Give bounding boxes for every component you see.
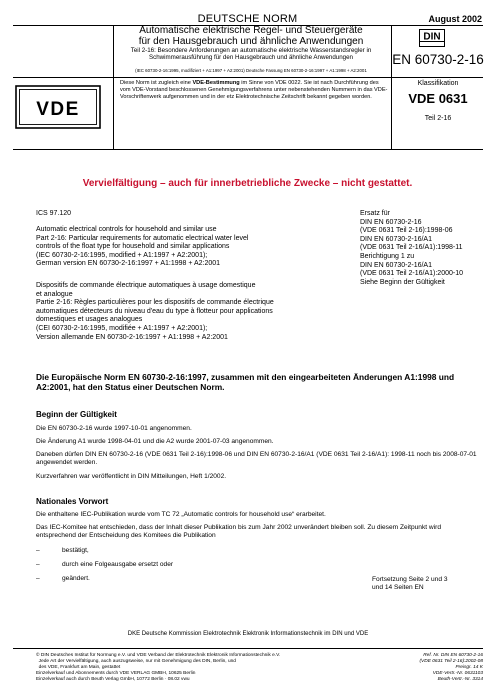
foreword-list-item: – geändert. — [36, 575, 90, 582]
svg-text:DIN: DIN — [423, 31, 441, 43]
replacement-list: Ersatz für DIN EN 60730-2-16 (VDE 0631 Teil 2-16):1998-06 DIN EN 60730-2-16/A1 (VDE 0631 Teil 2-16/A1):1998-11 Berichtigung 1 zu DIN EN 60730-2-16/A1 (VDE 0631 Teil 2-16/A1):2000-10 Siehe Beginn der Gültigkeit — [360, 210, 463, 286]
foreword-p2: Das IEC-Komitee hat entschieden, dass der Inhalt dieser Publikation bis zum Jahr 2002 unverändert bleiben soll. Zu diesem Zeitpunkt wird entsprechend der Entscheidung des Komitees die Publikation — [36, 524, 441, 540]
foreword-heading: Nationales Vorwort — [36, 497, 109, 506]
validity-heading: Beginn der Gültigkeit — [36, 410, 117, 419]
vde-logo — [15, 85, 101, 129]
copy-restriction-warning: Vervielfältigung – auch für innerbetriebliche Zwecke – nicht gestattet. — [82, 178, 413, 189]
ics-code: ICS 97.120 — [36, 210, 72, 217]
title-left-rule — [113, 25, 114, 77]
header-bottom-rule — [13, 149, 483, 150]
validity-p3: Daneben dürfen DIN EN 60730-2-16 (VDE 0631 Teil 2-16):1998-06 und DIN EN 60730-2-16/A1 (VDE 0631 Teil 2-16/A1): 1998-11 noch bis 2008-07-01 angewendet werden. — [36, 451, 477, 467]
foreword-p1: Die enthaltene IEC-Publikation wurde vom TC 72 „Automatic controls for household use“ erarbeitet. — [36, 511, 326, 518]
continuation-note: Fortsetzung Seite 2 und 3 und 14 Seiten EN — [372, 576, 448, 592]
footer-rule — [13, 648, 483, 649]
status-statement: Die Europäische Norm EN 60730-2-16:1997, zusammen mit den eingearbeiteten Änderungen A1:1998 und A2:2001, hat den Status einer Deutschen Norm. — [36, 372, 455, 392]
classification-part: Teil 2-16 — [424, 115, 452, 122]
svg-text:VDE: VDE — [36, 99, 80, 120]
issue-date: August 2002 — [428, 14, 482, 24]
french-title: Dispositifs de commande électrique automatiques à usage domestique et analogue Partie 2-16: Règles particulières pour les dispositifs de commande électrique automatiques détecteurs du niveau d'eau du type à flotteur pour applications domestiques et usages analogues (CEI 60730-2-16:1995, modifiée + A1:1997 + A2:2001); Version allemande EN 60730-2-16:1997 + A1:1998 + A2:2001 — [36, 282, 274, 341]
validity-p2: Die Änderung A1 wurde 1998-04-01 und die A2 wurde 2001-07-03 angenommen. — [36, 438, 274, 445]
classification-label: Klassifikation — [417, 80, 459, 87]
dke-commission: DKE Deutsche Kommission Elektrotechnik Elektronik Informationstechnik im DIN und VDE — [127, 631, 369, 637]
mid-rule — [13, 77, 483, 78]
vde-determination-text: Diese Norm ist zugleich eine VDE-Bestimmung im Sinne von VDE 0022. Sie ist nach Durchführung des vom VDE-Vorstand beschlossenen Genehmigungsverfahrens unter nebenstehenden Nummern in das VDE-Vorschriftenwerk aufgenommen und in der etz Elektrotechnische Zeitschrift bekannt gegeben worden. — [120, 80, 388, 101]
foreword-list-item: – durch eine Folgeausgabe ersetzt oder — [36, 561, 174, 568]
document-title: Automatische elektrische Regel- und Steuergeräte für den Hausgebrauch und ähnliche Anwendungen — [138, 25, 364, 47]
norm-label: DEUTSCHE NORM — [197, 13, 298, 25]
din-logo — [419, 29, 445, 47]
vde-divider — [113, 77, 114, 149]
reference-info: Ref. Nr. DIN EN 60730-2-16 (VDE 0631 Teil 2-16):2002-08 Preisgr. 14 K VDE-Vertr.-Nr. 0631103 Beuth-Vertr.-Nr. 3314 — [419, 653, 483, 682]
document-subtitle: Teil 2-16: Besondere Anforderungen an automatische elektrische Wasserstandsregler in Schwimmerausführung für den Hausgebrauch und ähnliche Anwendungen — [130, 47, 372, 62]
classification-number: VDE 0631 — [408, 91, 468, 106]
validity-p4: Kurzverfahren war veröffentlicht in DIN Mitteilungen, Heft 1/2002. — [36, 473, 227, 480]
right-column-rule — [391, 25, 392, 149]
validity-p1: Die EN 60730-2-16 wurde 1997-10-01 angenommen. — [36, 425, 192, 432]
document-edition-note: (IEC 60730-2-16:1995, modifiziert + A1:1997 + A2:2001) Deutsche Fassung EN 60730-2-16:1997 + A1:1998 + A2:2001 — [135, 68, 367, 73]
copyright-notice: © DIN Deutsches Institut für Normung e.V. und VDE Verband der Elektrotechnik Elektronik Informationstechnik e.V. Jede Art der Vervielfältigung, auch auszugsweise, nur mit Genehmigung des DIN, Berlin, und des VDE, Frankfurt am Main, gestattet Einzelverkauf und Abonnements durch VDE VERLAG GMBH, 10625 Berlin Einzelverkauf auch durch Beuth Verlag GmbH, 10772 Berlin · 08.02 vwu — [36, 653, 281, 682]
foreword-list-item: – bestätigt, — [36, 547, 89, 554]
din-norm-number: EN 60730-2-16 — [392, 52, 484, 67]
english-title: Automatic electrical controls for household and similar use Part 2-16: Particular requirements for automatic electrical water level controls of the float type for household and similar applications (IEC 60730-2-16:1995, modified + A1:1997 + A2:2001); German version EN 60730-2-16:1997 + A1:1998 + A2:2001 — [36, 226, 249, 268]
